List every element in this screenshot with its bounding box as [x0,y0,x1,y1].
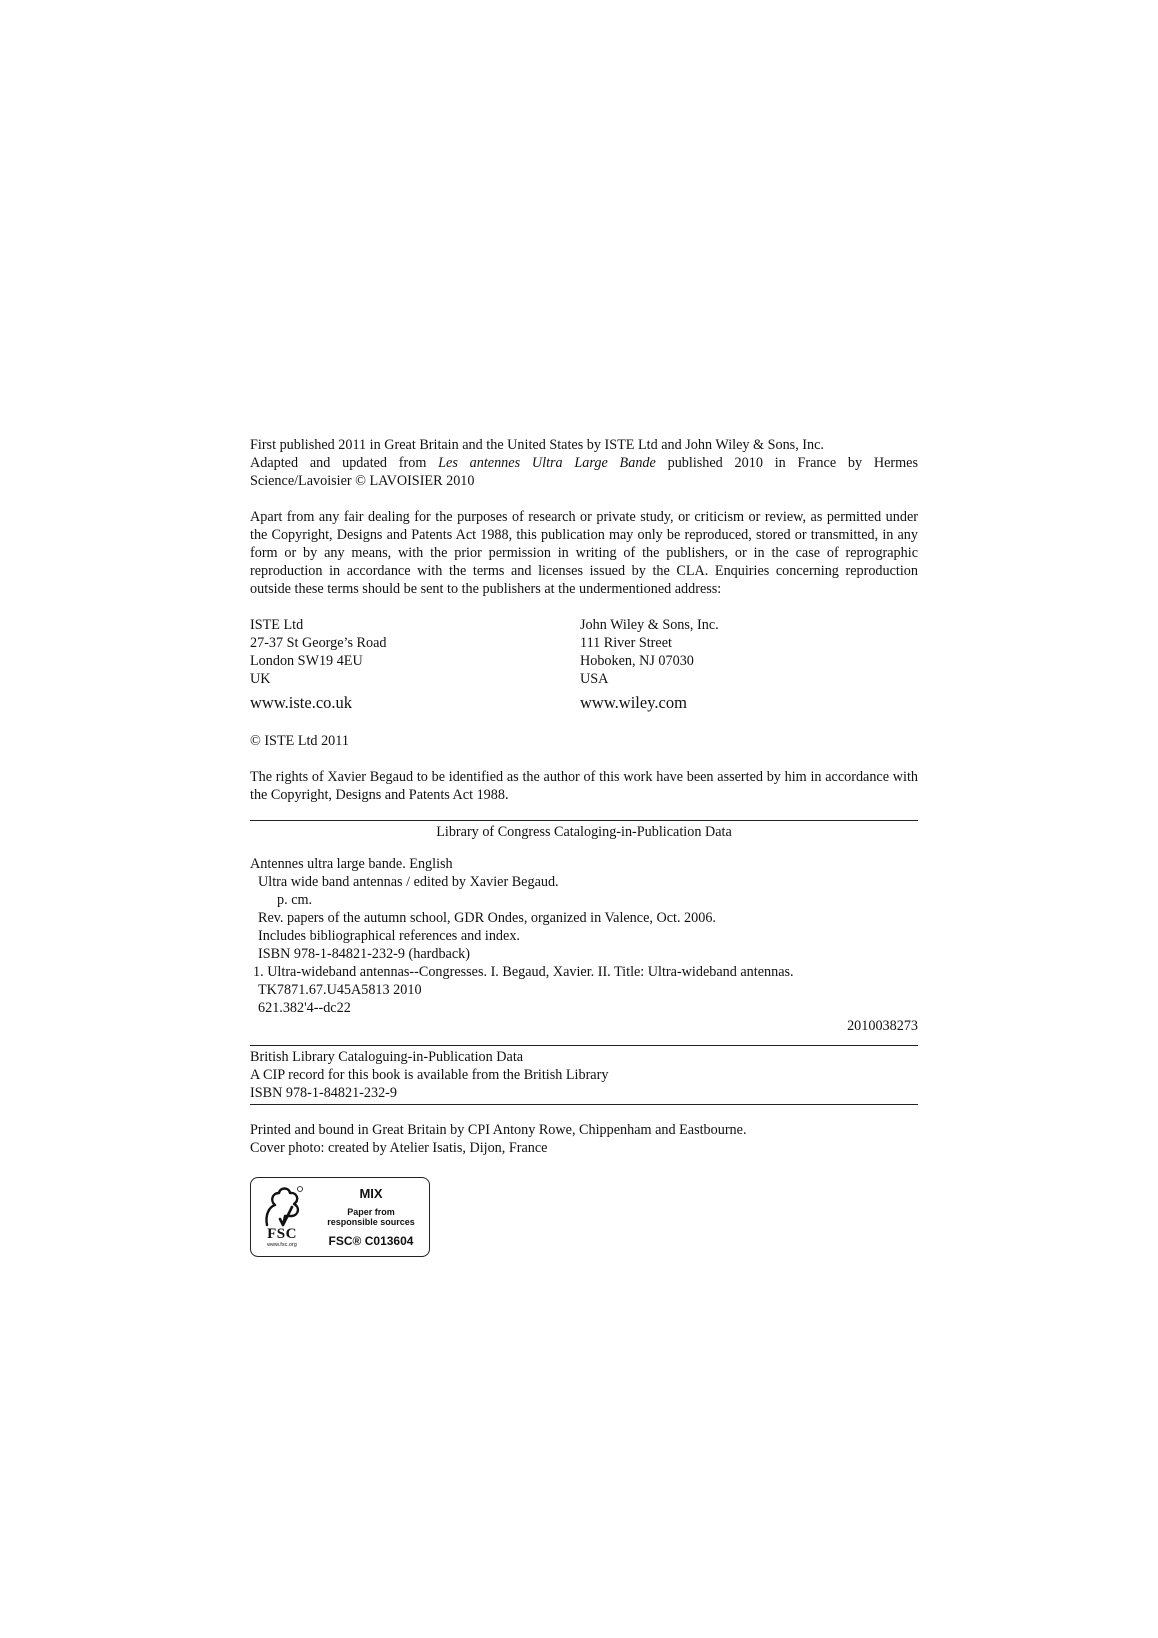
loc-control-number: 2010038273 [847,1018,918,1034]
publication-block [250,436,918,490]
loc-line: Includes bibliographical references and index. [258,928,520,944]
fsc-logo [250,1177,430,1257]
loc-line: ISBN 978-1-84821-232-9 (hardback) [258,946,470,962]
publisher-line: Science/Lavoisier © LAVOISIER 2010 [250,473,475,489]
wiley-address: John Wiley & Sons, Inc. 111 River Street Hoboken, NJ 07030 USA www.wiley.com [580,616,918,714]
fsc-url: www.fsc.org [267,1242,297,1248]
fsc-tree-icon [259,1185,305,1227]
copyright-line: © ISTE Ltd 2011 [250,733,349,749]
iste-website: www.iste.co.uk [250,693,353,712]
fsc-mix-label: MIX [359,1186,383,1201]
original-title: Les antennes Ultra Large Bande [438,455,656,471]
loc-line: 1. Ultra-wideband antennas--Congresses. I. Begaud, Xavier. II. Title: Ultra-wideband antennas. [253,964,794,980]
cover-photo-line: Cover photo: created by Atelier Isatis, Dijon, France [250,1140,548,1156]
fsc-wordmark: FSC [267,1226,297,1242]
adapted-line: Adapted and updated from Les antennes Ultra Large Bande published 2010 in France by Hermes [250,455,918,471]
loc-line: TK7871.67.U45A5813 2010 [258,982,422,998]
publisher-addresses [250,616,918,714]
printing-line: Printed and bound in Great Britain by CPI Antony Rowe, Chippenham and Eastbourne. [250,1122,747,1138]
loc-line: Ultra wide band antennas / edited by Xavier Begaud. [258,874,559,890]
loc-block [250,820,918,1035]
fsc-sources-2: responsible sources [327,1217,415,1227]
loc-line: p. cm. [277,892,313,908]
loc-line: 621.382'4--dc22 [258,1000,351,1016]
loc-heading: Library of Congress Cataloging-in-Publication Data [436,824,732,840]
copyright-page [250,436,918,1257]
copyright-notice: Apart from any fair dealing for the purposes of research or private study, or criticism or review, as permitted under the Copyright, Designs and Patents Act 1988, this publication may only be reproduced, stored or transmitted, in any form or by any means, with the prior permission in writing of the publishers, or in the case of reprographic reproduction in accordance with the terms and licenses issued by the CLA. Enquiries concerning reproduction outside these terms should be sent to the publishers at the undermentioned address: [250,509,918,597]
iste-address: ISTE Ltd 27-37 St George’s Road London SW19 4EU UK www.iste.co.uk [250,616,580,714]
fsc-sources-1: Paper from [347,1207,395,1217]
loc-line: Antennes ultra large bande. English [250,856,453,872]
fsc-code: FSC® C013604 [328,1234,414,1248]
first-published-line: First published 2011 in Great Britain and the United States by ISTE Ltd and John Wiley & Sons, Inc. [250,437,824,453]
british-library-block: British Library Cataloguing-in-Publication Data A CIP record for this book is available from the British Library ISBN 978-1-84821-232-9 [250,1045,918,1105]
author-rights: The rights of Xavier Begaud to be identified as the author of this work have been asserted by him in accordance with the Copyright, Designs and Patents Act 1988. [250,769,918,803]
wiley-website: www.wiley.com [580,693,687,712]
loc-line: Rev. papers of the autumn school, GDR Ondes, organized in Valence, Oct. 2006. [258,910,716,926]
